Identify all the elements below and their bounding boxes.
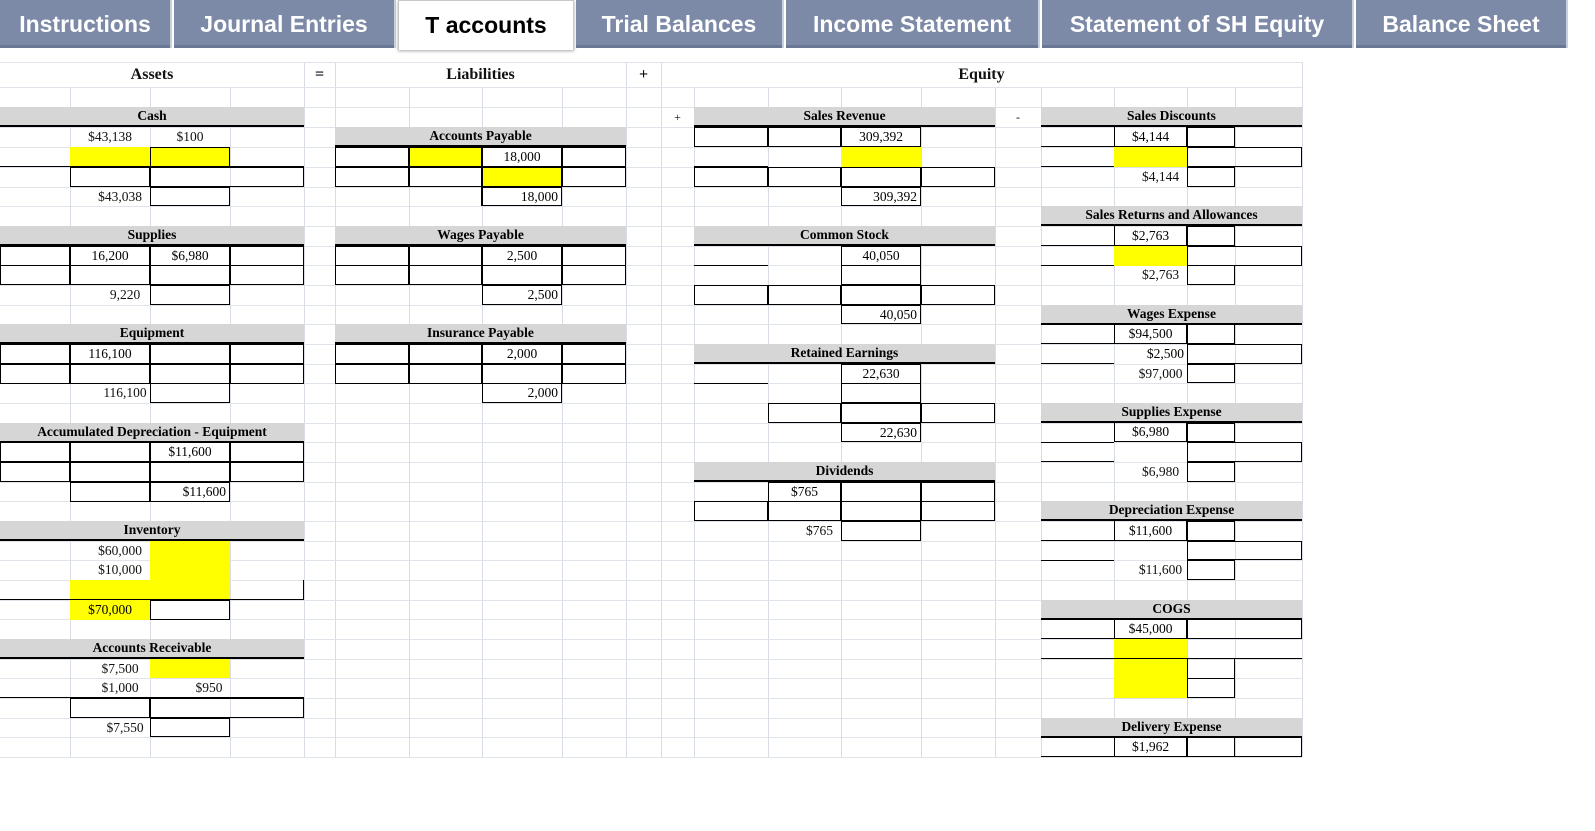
wp-row2-a: [335, 265, 409, 285]
inventory-credit-input-3[interactable]: [150, 580, 230, 600]
wp-row1-a: [335, 246, 409, 266]
wp-debit-input-1[interactable]: [409, 246, 482, 266]
se-credit-input-2[interactable]: [1187, 442, 1302, 462]
accum-dep-balance[interactable]: $11,600: [150, 482, 230, 502]
cogs-credit-input-3[interactable]: [1187, 659, 1235, 679]
ar-credit-2[interactable]: $950: [195, 680, 223, 695]
ap-credit-input-2[interactable]: [482, 167, 562, 187]
inventory-debit-input-3[interactable]: [70, 580, 150, 600]
ar-credit-input-1[interactable]: [150, 659, 230, 678]
sr-debit-input-3[interactable]: [768, 167, 841, 187]
re-credit-input-2[interactable]: [841, 383, 921, 403]
cs-row1-a: [694, 246, 768, 266]
accum-dep-row1-d: [230, 442, 304, 462]
accum-dep-credit-input-2[interactable]: [150, 462, 230, 482]
wp-row1-d: [562, 246, 626, 266]
sd-debit-input-2[interactable]: [1114, 147, 1187, 167]
accum-dep-debit-input-1[interactable]: [70, 442, 150, 462]
equity-minus-sign: -: [1016, 109, 1020, 124]
supplies-expense-account-header: Supplies Expense: [1041, 403, 1302, 423]
sd-balance[interactable]: $4,144: [1141, 169, 1180, 184]
sr-debit-input-1[interactable]: [768, 127, 841, 147]
sr-row3-a: [694, 167, 768, 187]
we-debit-2[interactable]: $2,500: [1146, 346, 1184, 361]
ap-row1-d: [562, 147, 626, 167]
sra-debit-1[interactable]: $2,763: [1114, 226, 1187, 246]
sheet-tab-bar: [0, 0, 1595, 52]
de-credit-input-1[interactable]: [1187, 521, 1235, 541]
div-credit-balance[interactable]: [841, 521, 921, 541]
de-row2-a: [1041, 541, 1114, 561]
de-balance[interactable]: $11,600: [1138, 562, 1183, 577]
accum-dep-account-header: Accumulated Depreciation - Equipment: [0, 423, 304, 443]
wp-row2-d: [562, 265, 626, 285]
cogs-debit-1[interactable]: $45,000: [1114, 619, 1187, 639]
cogs-account-header: COGS: [1041, 600, 1302, 620]
cs-debit-input-3[interactable]: [768, 285, 841, 305]
common-stock-account-header: Common Stock: [694, 226, 995, 246]
wp-balance[interactable]: 2,500: [482, 285, 562, 305]
div-credit-input-1[interactable]: [841, 482, 921, 502]
cs-credit-input-3[interactable]: [841, 285, 921, 305]
equity-plus-sign: +: [674, 109, 681, 124]
ap-debit-input-1[interactable]: [409, 147, 482, 167]
cash-account-header: Cash: [0, 107, 304, 127]
equals-sign: =: [314, 66, 325, 83]
ar-account-header: Accounts Receivable: [0, 639, 304, 659]
delivery-expense-account-header: Delivery Expense: [1041, 718, 1302, 738]
ar-debit-input-3[interactable]: [70, 698, 150, 718]
sr-credit-input-3[interactable]: [841, 167, 921, 187]
de-credit-input-2[interactable]: [1187, 541, 1302, 560]
accum-dep-credit-1[interactable]: $11,600: [150, 442, 230, 462]
div-balance[interactable]: $765: [806, 523, 833, 538]
we-row2-a: [1041, 344, 1114, 364]
ip-credit-1[interactable]: 2,000: [482, 344, 562, 364]
cs-row3-d: [921, 285, 995, 305]
we-debit-1[interactable]: $94,500: [1114, 324, 1187, 344]
cs-balance[interactable]: 40,050: [841, 305, 921, 324]
retained-earnings-account-header: Retained Earnings: [694, 344, 995, 364]
ap-debit-input-2[interactable]: [409, 167, 482, 187]
sr-row3-d: [921, 167, 995, 187]
se-debit-1[interactable]: $6,980: [1114, 423, 1187, 442]
plus-sign: +: [638, 66, 649, 83]
sd-row1-a: [1041, 127, 1114, 147]
wp-debit-input-2[interactable]: [409, 265, 482, 285]
sra-debit-input-2[interactable]: [1114, 246, 1187, 266]
dlv-row1-a: [1041, 737, 1114, 757]
wages-expense-account-header: Wages Expense: [1041, 305, 1302, 325]
accum-dep-debit-input-2[interactable]: [70, 462, 150, 482]
ar-balance[interactable]: $7,550: [106, 719, 144, 735]
ap-row2-a: [335, 167, 409, 187]
accum-dep-row1-a: [0, 442, 70, 462]
cogs-credit-input-1[interactable]: [1187, 619, 1302, 639]
sales-discounts-account-header: Sales Discounts: [1041, 107, 1302, 127]
de-credit-balance[interactable]: [1187, 560, 1235, 580]
accum-dep-debit-balance[interactable]: [70, 482, 150, 502]
equipment-balance[interactable]: 116,100: [103, 385, 147, 400]
we-balance[interactable]: $97,000: [1138, 365, 1183, 381]
re-row3-d: [921, 403, 995, 423]
ip-debit-input-1[interactable]: [409, 344, 482, 364]
inventory-credit-input-1[interactable]: [150, 541, 230, 560]
depreciation-expense-account-header: Depreciation Expense: [1041, 501, 1302, 521]
we-credit-balance[interactable]: [1187, 364, 1235, 383]
re-balance[interactable]: 22,630: [841, 423, 921, 442]
cs-credit-input-2[interactable]: [841, 265, 921, 285]
accum-dep-row2-d: [230, 462, 304, 482]
se-row2-a: [1041, 442, 1114, 462]
cash-credit-balance[interactable]: [150, 187, 230, 206]
ap-balance[interactable]: 18,000: [482, 187, 562, 206]
cash-balance[interactable]: $43,038: [98, 188, 142, 204]
ar-credit-input-3[interactable]: [150, 698, 304, 718]
supplies-credit-balance[interactable]: [150, 285, 230, 305]
ip-row1-a: [335, 344, 409, 364]
supplies-right-margin: [230, 246, 304, 266]
dlv-credit-input-1[interactable]: [1187, 737, 1235, 757]
accum-dep-row2-a: [0, 462, 70, 482]
supplies-debit-1[interactable]: 16,200: [70, 246, 150, 266]
sra-credit-balance[interactable]: [1187, 265, 1235, 285]
ap-account-header: Accounts Payable: [335, 127, 626, 147]
equipment-row2-a: [0, 364, 70, 384]
supplies-account-header: Supplies: [0, 226, 304, 246]
cs-credit-1[interactable]: 40,050: [841, 246, 921, 266]
div-row1-a: [694, 482, 768, 502]
cogs-debit-input-2[interactable]: [1114, 639, 1187, 659]
sd-credit-input-1[interactable]: [1187, 127, 1235, 147]
equipment-row1-d: [230, 344, 304, 364]
tab-t-accounts[interactable]: T accounts: [398, 0, 574, 50]
de-row1-a: [1041, 521, 1114, 541]
sd-credit-input-2[interactable]: [1187, 147, 1302, 167]
se-debit-input-2[interactable]: [1114, 442, 1187, 462]
div-row1-d: [921, 482, 995, 502]
wages-payable-account-header: Wages Payable: [335, 226, 626, 246]
cash-credit-input-3[interactable]: [150, 167, 304, 187]
cogs-balance-input[interactable]: [1114, 678, 1187, 698]
dlv-debit-1[interactable]: $1,962: [1114, 737, 1187, 757]
se-balance[interactable]: $6,980: [1141, 464, 1180, 479]
de-debit-input-2[interactable]: [1114, 541, 1187, 561]
ip-row2-a: [335, 364, 409, 384]
supplies-balance[interactable]: 9,220: [109, 287, 141, 302]
se-credit-balance[interactable]: [1187, 462, 1235, 482]
we-row1-a: [1041, 324, 1114, 344]
div-debit-1[interactable]: $765: [768, 482, 841, 502]
sr-credit-1[interactable]: 309,392: [841, 127, 921, 147]
equipment-credit-balance[interactable]: [150, 383, 230, 403]
ar-credit-balance[interactable]: [150, 718, 230, 737]
tab-journal-entries[interactable]: Journal Entries: [174, 0, 396, 48]
de-debit-1[interactable]: $11,600: [1114, 521, 1187, 541]
ap-row1-a: [335, 147, 409, 167]
ar-debit-2[interactable]: $1,000: [101, 680, 139, 695]
se-credit-input-1[interactable]: [1187, 423, 1235, 442]
inventory-credit-input-2[interactable]: [150, 560, 230, 580]
supplies-row2-d: [230, 265, 304, 285]
supplies-credit-input-2[interactable]: [150, 265, 230, 285]
ar-debit-1[interactable]: $7,500: [101, 660, 139, 676]
we-credit-input-1[interactable]: [1187, 324, 1235, 344]
cash-debit-input-2[interactable]: [70, 147, 150, 167]
tab-trial-balances[interactable]: Trial Balances: [576, 0, 784, 48]
inventory-balance[interactable]: $70,000: [70, 600, 150, 620]
liabilities-header: Liabilities: [446, 66, 515, 83]
equity-header: Equity: [958, 66, 1005, 83]
cash-credit-input-2[interactable]: [150, 147, 230, 167]
re-credit-input-3[interactable]: [841, 403, 921, 423]
equipment-credit-input-1[interactable]: [150, 344, 230, 364]
sr-credit-input-2[interactable]: [841, 147, 921, 167]
cash-debit-input-3[interactable]: [70, 167, 150, 187]
sra-credit-input-1[interactable]: [1187, 226, 1235, 246]
t-accounts-sheet: [0, 62, 1330, 772]
ap-debit-balance[interactable]: [409, 187, 482, 206]
sr-row1-a: [694, 127, 768, 147]
div-row2-d: [921, 501, 995, 521]
div-row2-a: [694, 501, 768, 521]
wp-credit-1[interactable]: 2,500: [482, 246, 562, 266]
tab-balance-sheet[interactable]: Balance Sheet: [1356, 0, 1568, 48]
inventory-debit-2[interactable]: $10,000: [98, 562, 142, 577]
ip-debit-input-2[interactable]: [409, 364, 482, 384]
se-row1-a: [1041, 423, 1114, 443]
ip-credit-input-2[interactable]: [482, 364, 562, 384]
ip-balance[interactable]: 2,000: [482, 383, 562, 403]
div-credit-input-2[interactable]: [841, 501, 921, 521]
cash-debit-1[interactable]: $43,138: [88, 129, 132, 144]
supplies-debit-input-2[interactable]: [70, 265, 150, 285]
sd-credit-balance[interactable]: [1187, 167, 1235, 187]
sra-row2-a: [1041, 246, 1114, 266]
supplies-left-margin: [0, 246, 70, 266]
cash-credit-1[interactable]: $100: [176, 129, 204, 144]
inventory-credit-balance[interactable]: [150, 600, 230, 620]
tab-income-statement[interactable]: Income Statement: [786, 0, 1040, 48]
sra-balance[interactable]: $2,763: [1141, 267, 1180, 282]
equipment-credit-input-2[interactable]: [150, 364, 230, 384]
assets-header: Assets: [130, 66, 174, 83]
cogs-debit-input-3[interactable]: [1114, 659, 1187, 679]
equipment-row1-a: [0, 344, 70, 364]
equipment-debit-1[interactable]: 116,100: [70, 344, 150, 364]
re-credit-1[interactable]: 22,630: [841, 364, 921, 384]
supplies-credit-1[interactable]: $6,980: [150, 246, 230, 266]
re-row1-a: [694, 364, 768, 384]
tab-statement-of-sh-equity[interactable]: Statement of SH Equity: [1042, 0, 1354, 48]
we-credit-input-2[interactable]: [1187, 344, 1302, 364]
equipment-debit-input-2[interactable]: [70, 364, 150, 384]
cogs-credit-balance[interactable]: [1187, 678, 1235, 698]
ap-row2-d: [562, 167, 626, 187]
sales-returns-account-header: Sales Returns and Allowances: [1041, 206, 1302, 226]
sd-debit-1[interactable]: $4,144: [1114, 127, 1187, 147]
cogs-row1-a: [1041, 619, 1114, 639]
wp-credit-input-2[interactable]: [482, 265, 562, 285]
sales-revenue-account-header: Sales Revenue: [694, 107, 995, 127]
sd-row2-a: [1041, 147, 1114, 167]
re-debit-input-3[interactable]: [768, 403, 841, 423]
div-debit-input-2[interactable]: [768, 501, 841, 521]
inventory-debit-1[interactable]: $60,000: [98, 542, 142, 558]
ip-row1-d: [562, 344, 626, 364]
sr-row2-a: [694, 147, 768, 167]
sra-row1-a: [1041, 226, 1114, 246]
supplies-row2-a: [0, 265, 70, 285]
dividends-account-header: Dividends: [694, 462, 995, 482]
ip-row2-d: [562, 364, 626, 384]
equipment-row2-d: [230, 364, 304, 384]
sr-balance[interactable]: 309,392: [841, 187, 921, 206]
inventory-account-header: Inventory: [0, 521, 304, 541]
dlv-row1-d: [1235, 737, 1302, 757]
insurance-payable-account-header: Insurance Payable: [335, 324, 626, 344]
cs-row3-a: [694, 285, 768, 305]
equipment-account-header: Equipment: [0, 324, 304, 344]
sra-credit-input-2[interactable]: [1187, 246, 1302, 266]
ap-credit-1[interactable]: 18,000: [482, 147, 562, 167]
tab-instructions[interactable]: Instructions: [0, 0, 172, 48]
